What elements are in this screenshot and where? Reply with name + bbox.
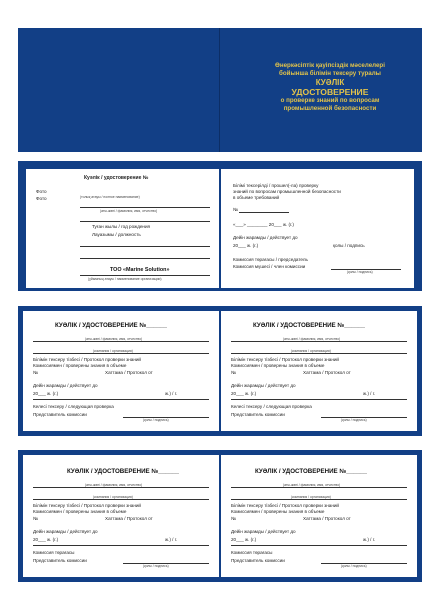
date-number: 20___ ж. (г.) [233, 243, 259, 248]
issued-to-line [231, 487, 407, 488]
inner-panel-3 [18, 450, 422, 582]
born-label: Туған жылы / год рождения [92, 224, 151, 229]
photo-label-1: Фото [36, 189, 47, 194]
company-hint-2: (компания / организация) [291, 349, 331, 353]
result-line-1: Білімін тексеру тізбесі / Протокол проверки знаний [33, 503, 141, 508]
valid-until-2: Дейін жарамды / действует до [231, 383, 296, 388]
prior-label: Представитель комиссии [33, 558, 87, 563]
fio-hint: (аты-жөні / фамилия, имя, отчество) [100, 209, 158, 213]
suffix-2: ж.) / г. [363, 391, 376, 396]
divider-line [231, 399, 407, 400]
job-line-2 [80, 258, 210, 259]
next-check-label: Келесі тексеру / следующая проверка [231, 404, 312, 409]
date-row: «___» ________ 20___ ж. (г.) [233, 222, 294, 227]
company-line-2 [33, 353, 209, 354]
protocol-number: № [231, 516, 236, 521]
protocol-label: Хаттама / Протокол от [105, 516, 153, 521]
passed-line-2: знаний по вопросам промышленной безопасности [233, 189, 341, 194]
suffix-2: ж.) / г. [165, 391, 178, 396]
cover-ru-line-1: о проверке знаний по вопросам [280, 97, 380, 104]
result-line-2: Комиссиямен / проверены знания в объеме [231, 363, 325, 368]
suffix-2: ж.) / г. [363, 537, 376, 542]
valid-until-label: Дейін жарамды / действует до [233, 235, 298, 240]
issued-to-line [33, 487, 209, 488]
passed-line-1: Білімі тексерілді / прошел(-ла) проверку [233, 183, 319, 188]
issued-to-hint: (аты-жөні / фамилия, имя, отчество) [85, 337, 143, 341]
certificate-heading: КУӘЛІК / УДОСТОВЕРЕНИЕ №______ [55, 322, 167, 329]
inner-panel-2-left [23, 311, 219, 431]
company-hint-2: (компания / организация) [93, 349, 133, 353]
chair-label-2: Комиссия төрағасы [231, 550, 273, 555]
passed-line-3: в объеме требований [233, 195, 280, 200]
prior-label: Представитель комиссии [231, 412, 285, 417]
issued-to-hint: (аты-жөні / фамилия, имя, отчество) [283, 483, 341, 487]
company-line-2 [231, 499, 407, 500]
prior-hint: (қолы / подпись) [341, 564, 367, 568]
prior-label: Представитель комиссии [231, 558, 285, 563]
chair-label: Комиссия төрағасы / председатель [233, 257, 308, 262]
certificate-heading: КУӘЛІК / УДОСТОВЕРЕНИЕ №______ [67, 468, 179, 475]
prior-label: Представитель комиссии [33, 412, 87, 417]
result-line-2: Комиссиямен / проверены знания в объеме [33, 363, 127, 368]
suffix-2: ж.) / г. [165, 537, 178, 542]
issued-to-hint: (аты-жөні / фамилия, имя, отчество) [85, 483, 143, 487]
company-line-2 [33, 499, 209, 500]
prior-hint: (қолы / подпись) [341, 418, 367, 422]
result-line-1: Білімін тексеру тізбесі / Протокол проверки знаний [231, 503, 339, 508]
divider-line [231, 545, 407, 546]
inner-panel-1-right [221, 169, 414, 288]
cover-kz-line-2: бойынша білімін тексеру туралы [279, 69, 381, 77]
result-line-1: Білімін тексеру тізбесі / Протокол проверки знаний [33, 357, 141, 362]
cover-text-block [242, 62, 418, 112]
inner-panel-3-left [23, 455, 219, 577]
photo-label-2: Фото [36, 196, 47, 201]
cover-fold-line [219, 28, 220, 152]
protocol-label: Хаттама / Протокол от [303, 516, 351, 521]
number-label: № [233, 207, 238, 212]
protocol-number: № [231, 370, 236, 375]
date-number-2: 20___ ж. (г.) [231, 391, 257, 396]
divider-line [33, 545, 209, 546]
cover-title-kz: КУӘЛІК [315, 78, 345, 87]
protocol-label: Хаттама / Протокол от [105, 370, 153, 375]
issued-to-hint: (аты-жөні / фамилия, имя, отчество) [283, 337, 341, 341]
fio-line [80, 221, 210, 222]
company-hint-2: (компания / организация) [93, 495, 133, 499]
inner-panel-1 [18, 161, 422, 291]
cover-title-ru: УДОСТОВЕРЕНИЕ [291, 87, 369, 97]
job-line-1 [80, 246, 210, 247]
company-name: ТОО «Marine Solution» [110, 267, 170, 273]
inner-panel-2-right [221, 311, 417, 431]
protocol-number: № [33, 370, 38, 375]
small-heading: Куәлік / удостоверение № [84, 175, 149, 181]
certificate-heading: КУӘЛІК / УДОСТОВЕРЕНИЕ №______ [255, 468, 367, 475]
valid-until-2: Дейін жарамды / действует до [33, 383, 98, 388]
company-line [80, 275, 210, 276]
chair-label-2: Комиссия төрағасы [33, 550, 75, 555]
company-hint-2: (компания / организация) [291, 495, 331, 499]
cover-kz-line-1: Өнеркәсіптік қауіпсіздік мәселелері [275, 62, 385, 69]
cover-panel [18, 28, 422, 152]
date-number-2: 20___ ж. (г.) [33, 391, 59, 396]
member-hint: (қолы / подпись) [347, 270, 373, 274]
inner-panel-2 [18, 306, 422, 436]
date-number-2: 20___ ж. (г.) [33, 537, 59, 542]
protocol-number: № [33, 516, 38, 521]
divider-line [33, 399, 209, 400]
prior-hint: (қолы / подпись) [143, 418, 169, 422]
inner-panel-3-right [221, 455, 417, 577]
member-label: Комиссия мүшесі / член комиссии [233, 264, 306, 269]
number-line [239, 212, 289, 213]
date-number-2: 20___ ж. (г.) [231, 537, 257, 542]
org-line [80, 207, 210, 208]
result-line-2: Комиссиямен / проверены знания в объеме [231, 509, 325, 514]
issued-to-line [231, 341, 407, 342]
job-label: Лауазымы / должность [92, 232, 141, 237]
prior-hint: (қолы / подпись) [143, 564, 169, 568]
valid-until-2: Дейін жарамды / действует до [231, 529, 296, 534]
signature-label: қолы / подпись [333, 243, 365, 248]
cover-ru-line-2: промышленной безопасности [283, 104, 377, 112]
inner-panel-1-left [26, 169, 219, 288]
protocol-label: Хаттама / Протокол от [303, 370, 351, 375]
next-check-label: Келесі тексеру / следующая проверка [33, 404, 114, 409]
issued-to-line [33, 341, 209, 342]
certificate-heading: КУӘЛІК / УДОСТОВЕРЕНИЕ №______ [253, 322, 365, 329]
company-line-2 [231, 353, 407, 354]
org-hint: (толық атауы / полное наименование) [80, 195, 140, 199]
result-line-1: Білімін тексеру тізбесі / Протокол проверки знаний [231, 357, 339, 362]
result-line-2: Комиссиямен / проверены знания в объеме [33, 509, 127, 514]
company-hint: (ұйымның атауы / наименование организации) [88, 277, 162, 281]
valid-until-2: Дейін жарамды / действует до [33, 529, 98, 534]
